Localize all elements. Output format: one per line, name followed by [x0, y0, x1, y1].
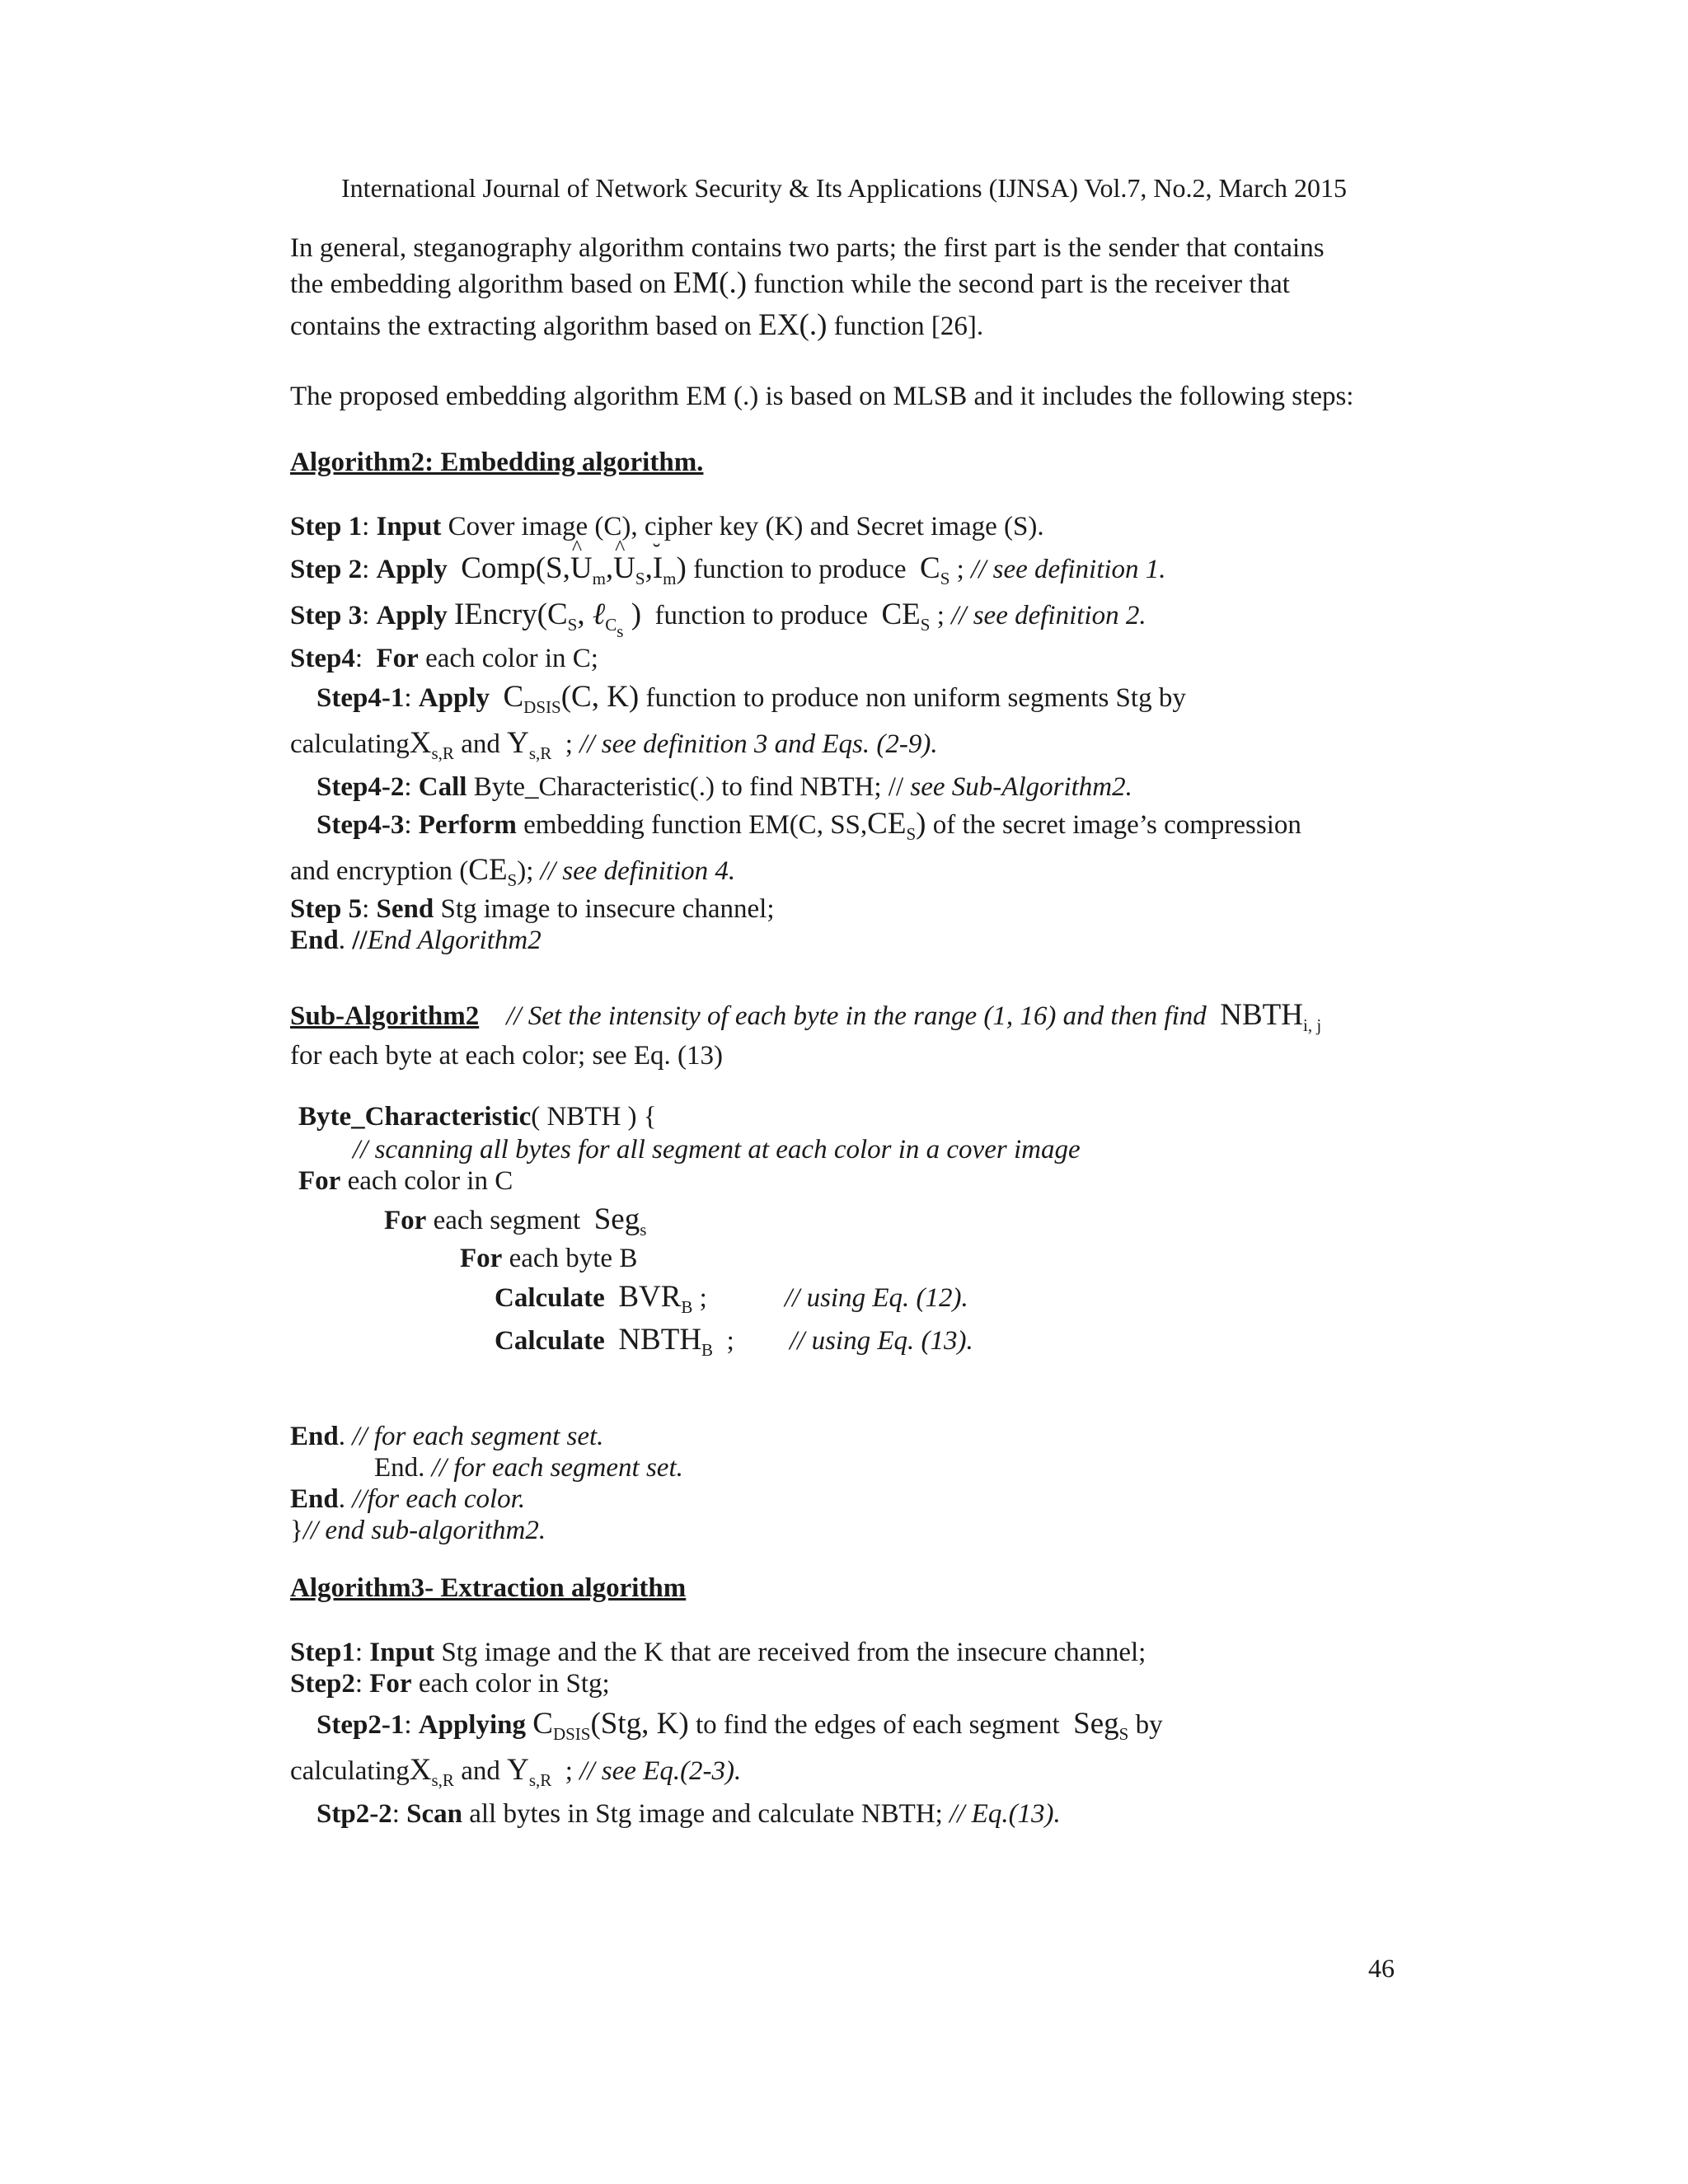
alg3-step2-1-cont: calculatingX$_{s,R}$ and $Y_{s,R}$ ; // see Eq.(2-3). [290, 1753, 742, 1790]
sub-algorithm2-comment: for each byte at each color; see Eq. (13) [290, 1041, 723, 1071]
alg2-step4-3: Step4-3: Perform embedding function EM(C, $SS,CE_S$) of the secret image’s compression [316, 807, 1301, 844]
sub-algorithm2-header: Sub-Algorithm2 // Set the intensity of each byte in the range (1, 16) and then find $NBTH_{i, j}$ [290, 998, 1322, 1035]
intro-line-4: The proposed embedding algorithm EM (.) is based on MLSB and it includes the following steps: [290, 382, 1354, 411]
calculate-bvr-comment: // using Eq. (12). [785, 1283, 968, 1313]
for-each-byte: For each byte B [460, 1244, 638, 1273]
for-each-color: For each color in C [298, 1166, 513, 1196]
alg2-step1: Step 1: Input Cover image (C), cipher key (K) and Secret image (S). [290, 512, 1044, 541]
alg2-step2: Step 2: Apply Comp(S,^ $U_m,\^{}$ $U_S,˘$ $I_m$) function to produce $C_S$ ; // see definition 1. [290, 551, 1166, 587]
intro-line-1: In general, steganography algorithm contains two parts; the first part is the sender that contains [290, 233, 1325, 263]
algorithm2-title: Algorithm2: Embedding algorithm. [290, 448, 704, 477]
alg3-step2: Step2: For each color in Stg; [290, 1669, 610, 1699]
alg2-step4-1: Step4-1: Apply $C_{DSIS}(C$, K) function to produce non uniform segments Stg by [316, 680, 1186, 717]
alg3-step2-1: Step2-1: Applying $C_{DSIS}(Stg$, K) to find the edges of each segment Seg$_S$ by [316, 1707, 1163, 1744]
for-each-segment: For each segment Seg$_s$ [384, 1202, 647, 1240]
alg3-step2-2: Stp2-2: Scan all bytes in Stg image and calculate NBTH; // Eq.(13). [316, 1799, 1061, 1829]
calculate-bvr: Calculate $BVR_B$ ; [495, 1280, 707, 1317]
alg3-step1: Step1: Input Stg image and the K that are received from the insecure channel; [290, 1638, 1146, 1667]
scan-comment: // scanning all bytes for all segment at each color in a cover image [353, 1135, 1081, 1165]
sub2-end-1: End. // for each segment set. [290, 1422, 604, 1451]
page-number: 46 [1368, 1953, 1395, 1983]
alg2-step5: Step 5: Send Stg image to insecure channel; [290, 894, 775, 924]
alg2-step3: Step 3: Apply $IEncry(C_S$, ℓ$_{C_s}$ ) function to produce $CE_S$ ; // see definition 2. [290, 598, 1146, 641]
intro-line-3: contains the extracting algorithm based on EX(.) function [26]. [290, 308, 984, 342]
calculate-nbth-comment: // using Eq. (13). [790, 1326, 973, 1356]
byte-characteristic-signature: Byte_Characteristic( NBTH ) { [298, 1102, 657, 1132]
intro-line-2: the embedding algorithm based on EM(.) function while the second part is the receiver that [290, 266, 1290, 300]
alg2-end: End. //End Algorithm2 [290, 926, 542, 955]
running-header: International Journal of Network Security & Its Applications (IJNSA) Vol.7, No.2, March 2015 [341, 173, 1347, 203]
calculate-nbth: Calculate $NBTH_B$ ; [495, 1323, 734, 1360]
alg2-step4: Step4: For each color in C; [290, 644, 598, 673]
sub2-end-2: End. // for each segment set. [374, 1453, 683, 1483]
alg2-step4-2: Step4-2: Call Byte_Characteristic(.) to find NBTH; // see Sub-Algorithm2. [316, 772, 1132, 802]
alg2-step4-1-cont: calculatingX$_{s,R}$ and $Y_{s,R}$ ; // see definition 3 and Eqs. (2-9). [290, 726, 938, 763]
sub2-close: }// end sub-algorithm2. [290, 1516, 546, 1545]
alg2-step4-3-cont: and encryption $(CE_S)$; // see definition 4. [290, 853, 736, 890]
algorithm3-title: Algorithm3- Extraction algorithm [290, 1573, 687, 1603]
sub2-end-3: End. //for each color. [290, 1484, 526, 1514]
